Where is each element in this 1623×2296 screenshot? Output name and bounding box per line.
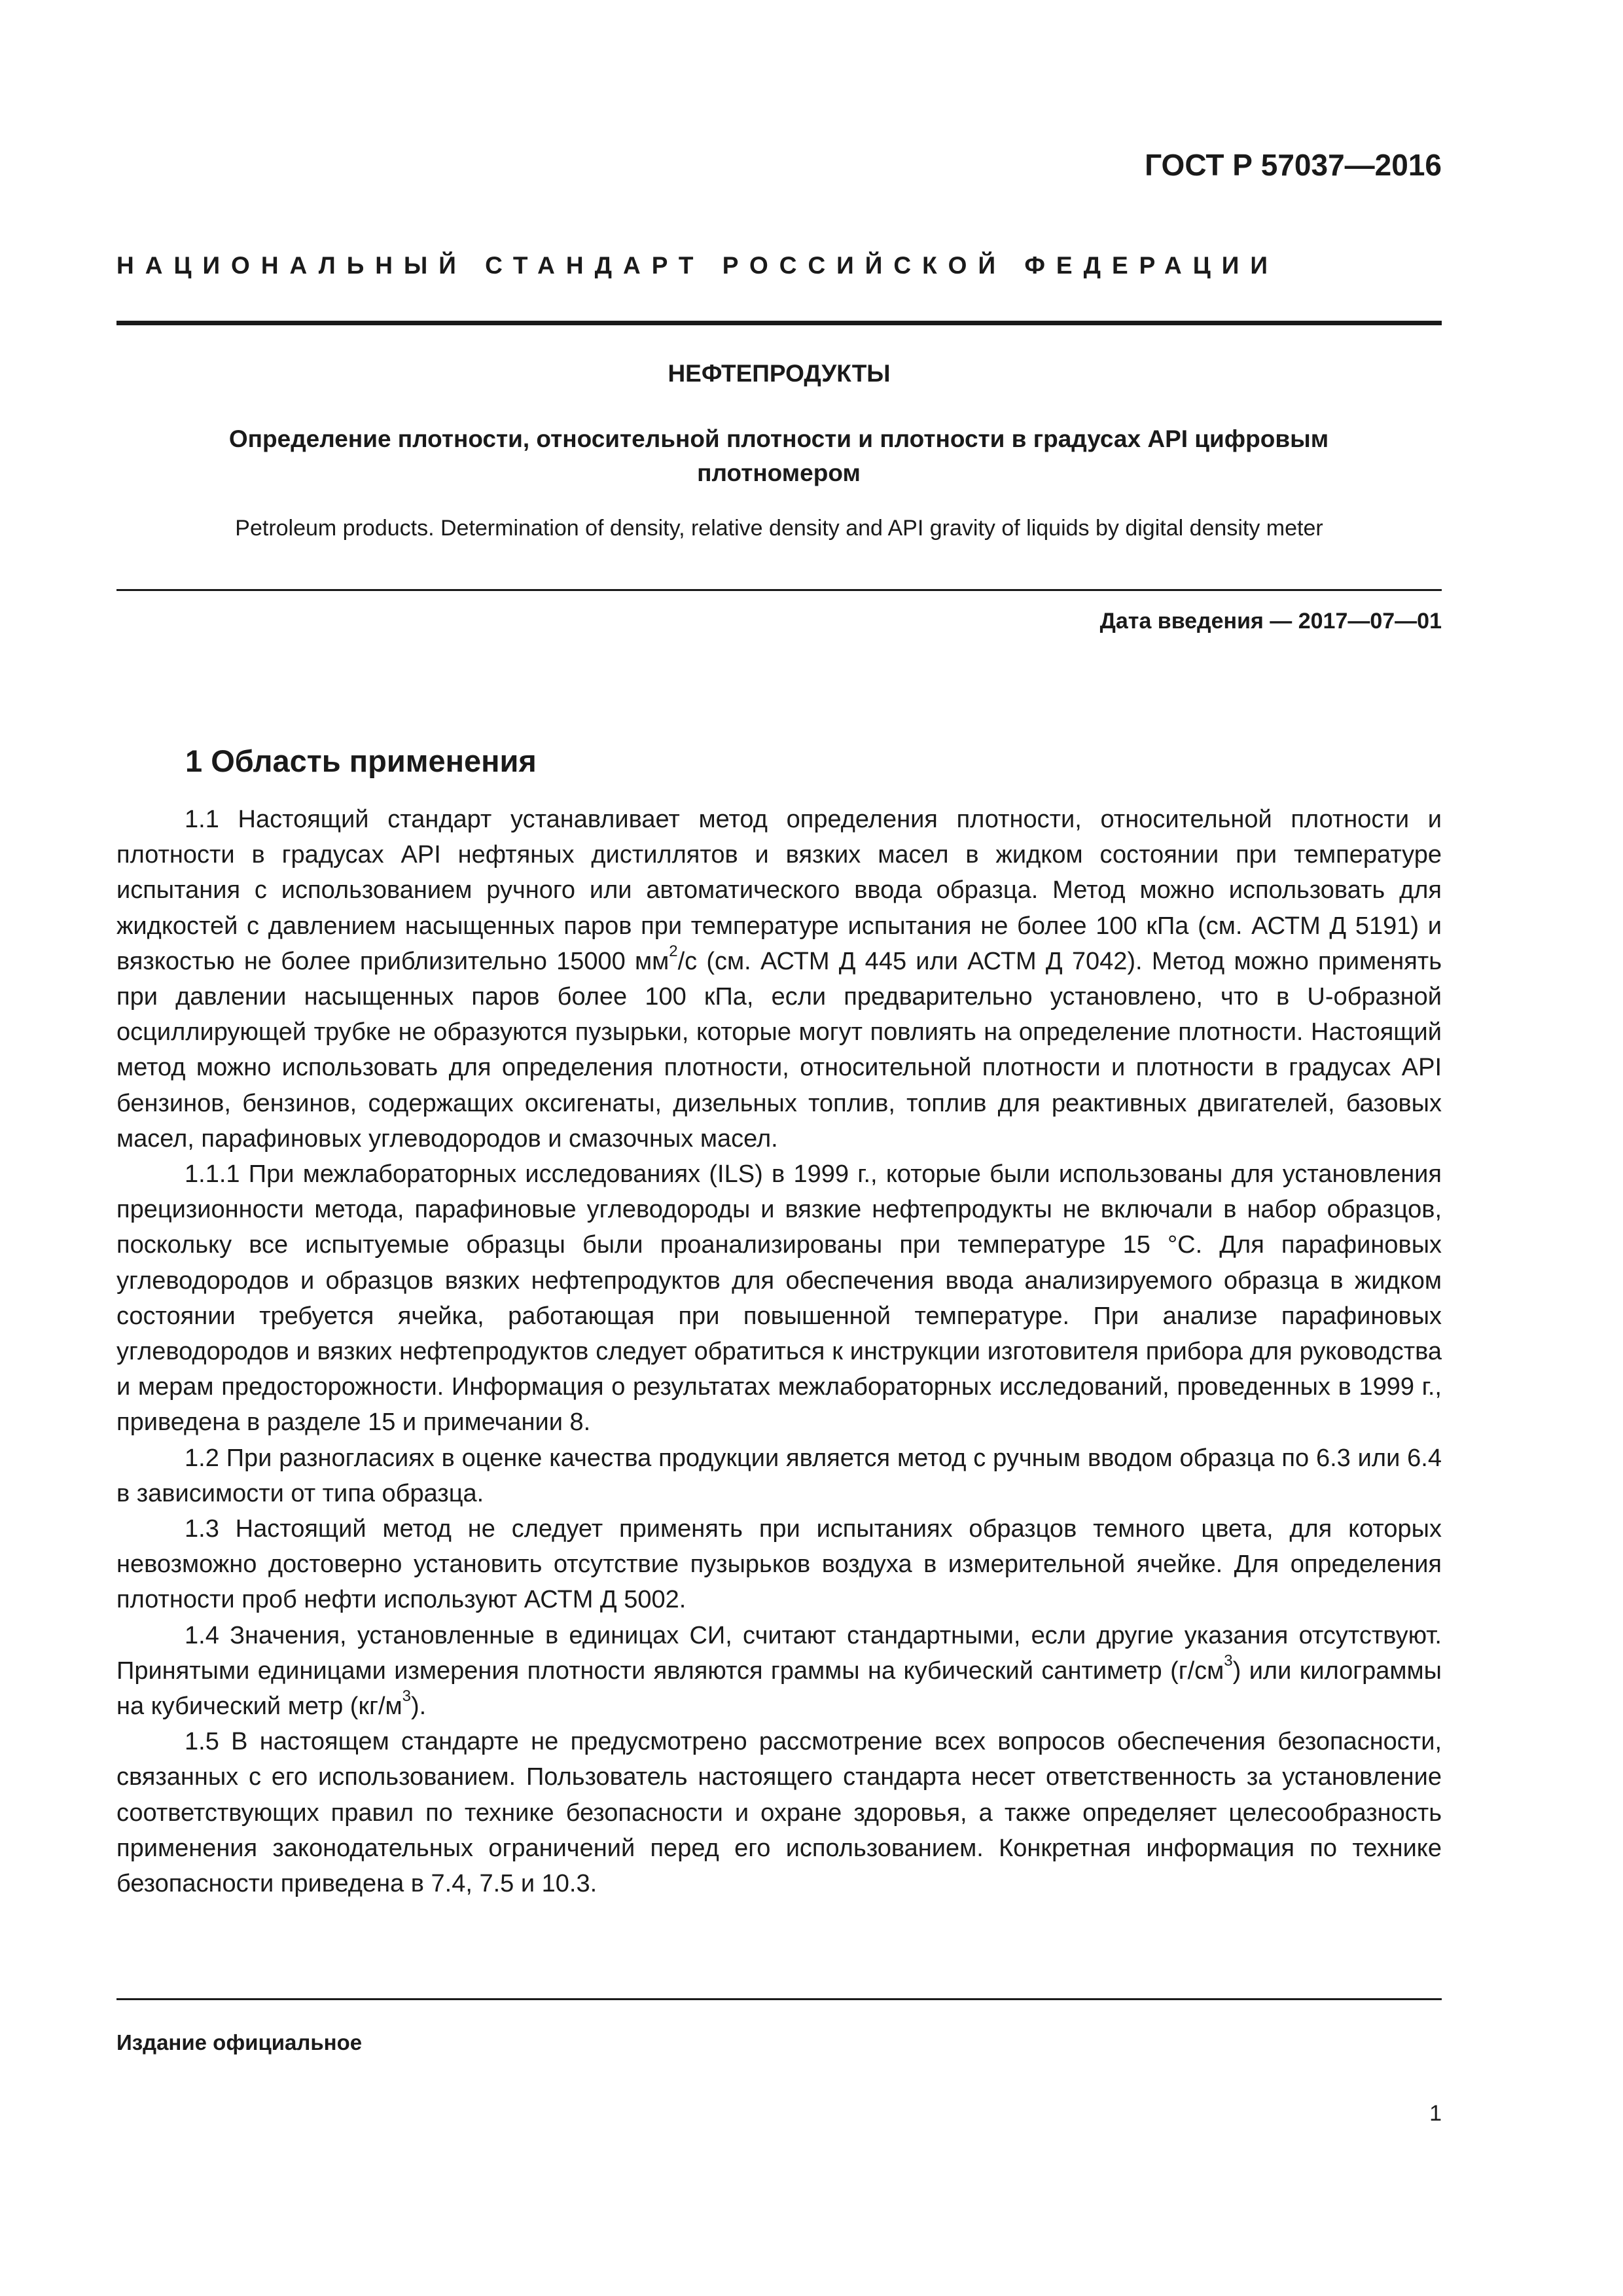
- paragraph-1-5: 1.5 В настоящем стандарте не предусмотрено рассмотрение всех вопросов обеспечения безопасности, связанных с его использованием. Пользователь настоящего стандарта несет ответственность за установление соответствующих правил по технике безопасности и охране здоровья, а также определяет целесообразность применения законодательных ограничений перед его использованием. Конкретная информация по технике безопасности приведена в 7.4, 7.5 и 10.3.: [116, 1728, 1442, 1898]
- paragraph-1-4: 1.4 Значения, установленные в единицах СИ, считают стандартными, если другие указания отсутствуют. Принятыми единицами измерения плотности являются граммы на кубический сантиметр $(г/см^3)$ или килограммы на кубический метр $(кг/м^3)$.: [116, 1621, 1442, 1721]
- paragraph-1-3: 1.3 Настоящий метод не следует применять при испытаниях образцов темного цвета, для которых невозможно достоверно установить отсутствие пузырьков воздуха в измерительной ячейке. Для определения плотности проб нефти используют АСТМ Д 5002.: [116, 1515, 1442, 1614]
- paragraph-1-2: 1.2 При разногласиях в оценке качества продукции является метод с ручным вводом образца по 6.3 или 6.4 в зависимости от типа образца.: [116, 1444, 1442, 1507]
- title-divider: [116, 589, 1442, 591]
- section-body: [116, 802, 1442, 1901]
- english-title: Petroleum products. Determination of density, relative density and API gravity of liquids by digital density meter: [235, 516, 1323, 541]
- section-heading: 1 Область применения: [185, 744, 537, 778]
- paragraph-1-1-1: 1.1.1 При межлабораторных исследованиях (ILS) в 1999 г., которые были использованы для установления прецизионности метода, парафиновые углеводороды и вязкие нефтепродукты не включали в набор образцов, поскольку все испытуемые образцы были проанализированы при температуре 15 °С. Для парафиновых углеводородов и образцов вязких нефтепродуктов для обеспечения ввода анализируемого образца в жидком состоянии требуется ячейка, работающая при повышенной температуре. При анализе парафиновых углеводородов и вязких нефтепродуктов следует обратиться к инструкции изготовителя прибора для руководства и мерам предосторожности. Информация о результатах межлабораторных исследований, проведенных в 1999 г., приведена в разделе 15 и примечании 8.: [116, 1160, 1442, 1437]
- document-title: НЕФТЕПРОДУКТЫ: [668, 360, 891, 387]
- standard-code: ГОСТ Р 57037—2016: [1145, 148, 1442, 182]
- paragraph-1-1: 1.1 Настоящий стандарт устанавливает метод определения плотности, относительной плотности и плотности в градусах API нефтяных дистиллятов и вязких масел в жидком состоянии при температуре испытания с использованием ручного или автоматического ввода образца. Метод можно использовать для жидкостей с давлением насыщенных паров при температуре испытания не более 100 кПа (см. АСТМ Д 5191) и вязкостью не более приблизительно 15000 $мм^2/с$ (см. АСТМ Д 445 или АСТМ Д 7042). Метод можно применять при давлении насыщенных паров более 100 кПа, если предварительно установлено, что в U-образной осциллирующей трубке не образуются пузырьки, которые могут повлиять на определение плотности. Настоящий метод можно использовать для определения плотности, относительной плотности и плотности в градусах API бензинов, бензинов, содержащих оксигенаты, дизельных топлив, топлив для реактивных двигателей, базовых масел, парафиновых углеводородов и смазочных масел.: [116, 806, 1442, 1153]
- introduction-date: Дата введения — 2017—07—01: [1099, 609, 1442, 634]
- page-number: 1: [1429, 2101, 1442, 2126]
- document-subtitle: Определение плотности, относительной плотности и плотности в градусах API цифровым плотномером: [228, 425, 1329, 486]
- footer-divider: [116, 1998, 1442, 2000]
- header-divider: [116, 321, 1442, 325]
- national-standard-banner: НАЦИОНАЛЬНЫЙ СТАНДАРТ РОССИЙСКОЙ ФЕДЕРАЦИИ: [116, 252, 1279, 279]
- official-edition-label: Издание официальное: [116, 2030, 363, 2054]
